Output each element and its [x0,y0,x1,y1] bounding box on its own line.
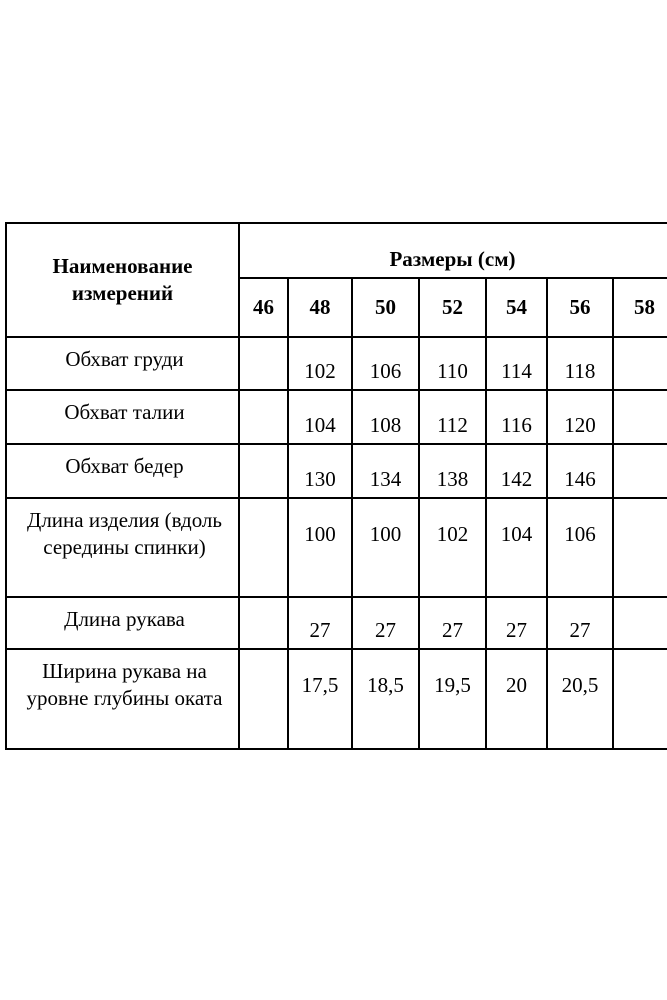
table-cell: 27 [419,597,486,649]
table-cell: 102 [288,337,352,390]
table-cell: 27 [547,597,613,649]
row-label-waist: Обхват талии [6,390,239,444]
table-cell [613,498,667,597]
size-table-container [5,222,667,748]
table-cell: 104 [486,498,547,597]
row-label-hips: Обхват бедер [6,444,239,498]
table-row [6,649,667,749]
size-header-54: 54 [486,278,547,337]
size-header-58: 58 [613,278,667,337]
table-cell [239,337,288,390]
table-cell: 106 [352,337,419,390]
table-cell: 17,5 [288,649,352,749]
size-header-48: 48 [288,278,352,337]
table-cell: 27 [486,597,547,649]
table-cell: 20 [486,649,547,749]
table-row [6,337,667,390]
table-cell: 108 [352,390,419,444]
table-row [6,597,667,649]
table-cell [239,390,288,444]
size-header-46: 46 [239,278,288,337]
table-cell: 110 [419,337,486,390]
table-cell [239,597,288,649]
table-cell: 27 [352,597,419,649]
table-cell [613,444,667,498]
table-cell: 106 [547,498,613,597]
table-cell: 100 [352,498,419,597]
table-cell: 100 [288,498,352,597]
table-cell: 130 [288,444,352,498]
size-table [5,222,667,750]
table-cell [613,337,667,390]
size-header-50: 50 [352,278,419,337]
table-cell: 18,5 [352,649,419,749]
table-cell: 114 [486,337,547,390]
row-label-garment-length: Длина изделия (вдоль середины спинки) [6,498,239,597]
table-cell: 138 [419,444,486,498]
table-cell: 19,5 [419,649,486,749]
size-header-52: 52 [419,278,486,337]
table-cell [613,597,667,649]
table-cell: 120 [547,390,613,444]
table-cell: 20,5 [547,649,613,749]
table-row [6,444,667,498]
table-cell: 112 [419,390,486,444]
table-row [6,390,667,444]
table-cell: 142 [486,444,547,498]
table-cell [613,649,667,749]
table-cell: 104 [288,390,352,444]
measurement-name-header: Наименование измерений [6,223,239,337]
table-cell [239,649,288,749]
size-header-56: 56 [547,278,613,337]
table-cell [239,444,288,498]
sizes-group-header: Размеры (см) [239,223,667,278]
row-label-sleeve-length: Длина рукава [6,597,239,649]
table-cell: 118 [547,337,613,390]
table-cell [613,390,667,444]
table-row [6,498,667,597]
table-cell: 116 [486,390,547,444]
row-label-sleeve-width: Ширина рукава на уровне глубины оката [6,649,239,749]
table-cell: 27 [288,597,352,649]
table-cell: 146 [547,444,613,498]
row-label-chest: Обхват груди [6,337,239,390]
table-cell: 102 [419,498,486,597]
table-cell: 134 [352,444,419,498]
table-cell [239,498,288,597]
